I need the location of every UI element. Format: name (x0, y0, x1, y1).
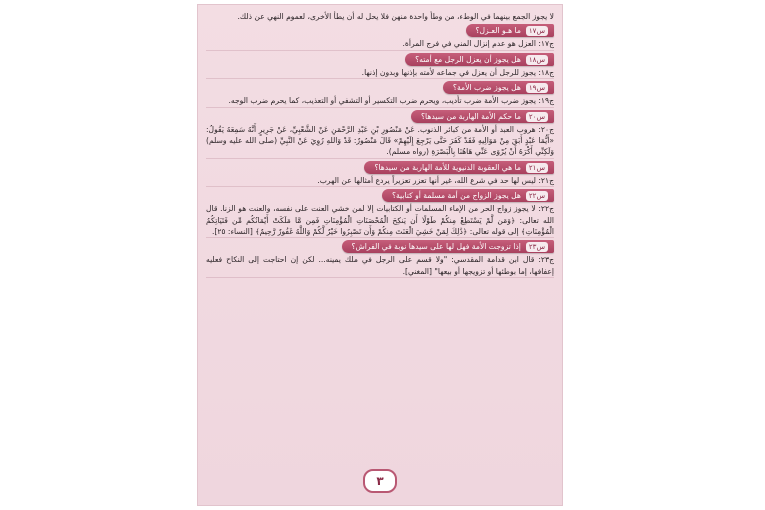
question-text: هل يجوز أن يعزل الرجل مع أمته؟ (415, 54, 521, 64)
question-number: س١٨ (526, 55, 548, 65)
question-header (206, 110, 554, 123)
question-bar (342, 240, 555, 253)
question-number: س٢٣ (526, 242, 548, 252)
question-header (206, 189, 554, 202)
page-number: ٣ (363, 469, 397, 493)
question-number: س٢١ (526, 163, 548, 173)
answer-text: ج٢٠: هروب العبد أو الأمة من كبائر الذنوب. عَنْ مَنْصُورِ بْنِ عَبْدِ الرَّحْمَنِ عَنْ الشَّعْبِيِّ، عَنْ جَرِيرٍ أَنَّهُ سَمِعَهُ يَقُولُ: «أَيُّمَا عَبْدٍ أَبَقَ مِنْ مَوَالِيهِ فَقَدْ كَفَرَ حَتَّى يَرْجِعَ إِلَيْهِمْ» قَالَ مَنْصُورٌ: قَدْ وَاللهِ رُوِيَ عَنْ النَّبِيِّ (صلى الله عليه وسلم) وَلَكِنِّي أَكْرَهُ أَنْ يُرْوَى عَنِّي هَاهُنَا بِالْبَصْرَةِ (رواه مسلم). (206, 124, 554, 159)
question-text: هل يجوز الزواج من أمة مسلمة أو كتابية؟ (391, 191, 521, 201)
question-bar (443, 81, 554, 94)
document-page (197, 4, 563, 506)
answer-text: ج٢١: ليس لها حد في شرع الله، غير أنها تعزر تعزيراً يردع أمثالها عن الهرب. (206, 175, 554, 187)
question-header (206, 24, 554, 37)
question-bar (466, 24, 555, 37)
question-text: ما هـو العـزل؟ (475, 26, 521, 36)
page-content (206, 11, 554, 279)
question-number: س١٧ (526, 26, 548, 36)
intro-paragraph: لا يجوز الجمع بينهما في الوطء، من وطأ واحدة منهن فلا يحل له أن يطأ الأخرى، لعموم النهي عن ذلك. (237, 12, 554, 21)
question-bar (364, 161, 554, 174)
question-text: ما حكم الأمة الهاربة من سيدها؟ (421, 111, 521, 121)
answer-text: ج٢٣: قال ابن قدامة المقدسي: "ولا قسم على الرجل في ملك يمينه... لكن إن احتاجت إلى النكاح فعليه إعفافها، إما بوطئها أو تزويجها أو بيعها" [المغني]. (206, 254, 554, 278)
question-number: س٢٢ (526, 191, 548, 201)
qa-list (206, 24, 554, 278)
question-text: ما هي العقوبة الدنيوية للأمة الهاربة من سيدها؟ (374, 162, 521, 172)
question-number: س٢٠ (526, 112, 548, 122)
answer-text: ج١٧: العزل هو عدم إنزال المني في فرج المرأة. (206, 38, 554, 50)
question-text: هل يجوز ضرب الأمة؟ (452, 83, 521, 93)
question-header (206, 161, 554, 174)
question-text: إذا تزوجت الأمة فهل لها على سيدها نوبة في الفراش؟ (351, 242, 521, 252)
question-bar (411, 110, 554, 123)
question-number: س١٩ (526, 83, 548, 93)
question-bar (405, 53, 554, 66)
question-header (206, 81, 554, 94)
answer-text: ج١٨: يجوز للرجل أن يعزل في جماعه لأمته بإذنها وبدون إذنها. (206, 67, 554, 79)
question-bar (382, 189, 554, 202)
question-header (206, 53, 554, 66)
question-header (206, 240, 554, 253)
answer-text: ج١٩: يجوز ضرب الأمة ضرب تأديب، ويحرم ضرب التكسير أو التشفي أو التعذيب، كما يحرم ضرب الوجه. (206, 95, 554, 107)
answer-text: ج٢٢: لا يجوز زواج الحر من الإماء المسلمات أو الكتابيات إلا لمن خشي العنت على نفسه، والعنت هو الزنا. قال الله تعالى: ﴿وَمَن لَّمْ يَسْتَطِعْ مِنكُمْ طَوْلًا أَن يَنكِحَ الْمُحْصَنَاتِ الْمُؤْمِنَاتِ فَمِن مَّا مَلَكَتْ أَيْمَانُكُم مِّن فَتَيَاتِكُمُ الْمُؤْمِنَاتِ﴾ إلى قوله تعالى: ﴿ذَٰلِكَ لِمَنْ خَشِيَ الْعَنَتَ مِنكُمْ وَأَن تَصْبِرُوا خَيْرٌ لَّكُمْ وَاللَّهُ غَفُورٌ رَّحِيمٌ﴾ [النساء: ٢٥]. (206, 203, 554, 238)
